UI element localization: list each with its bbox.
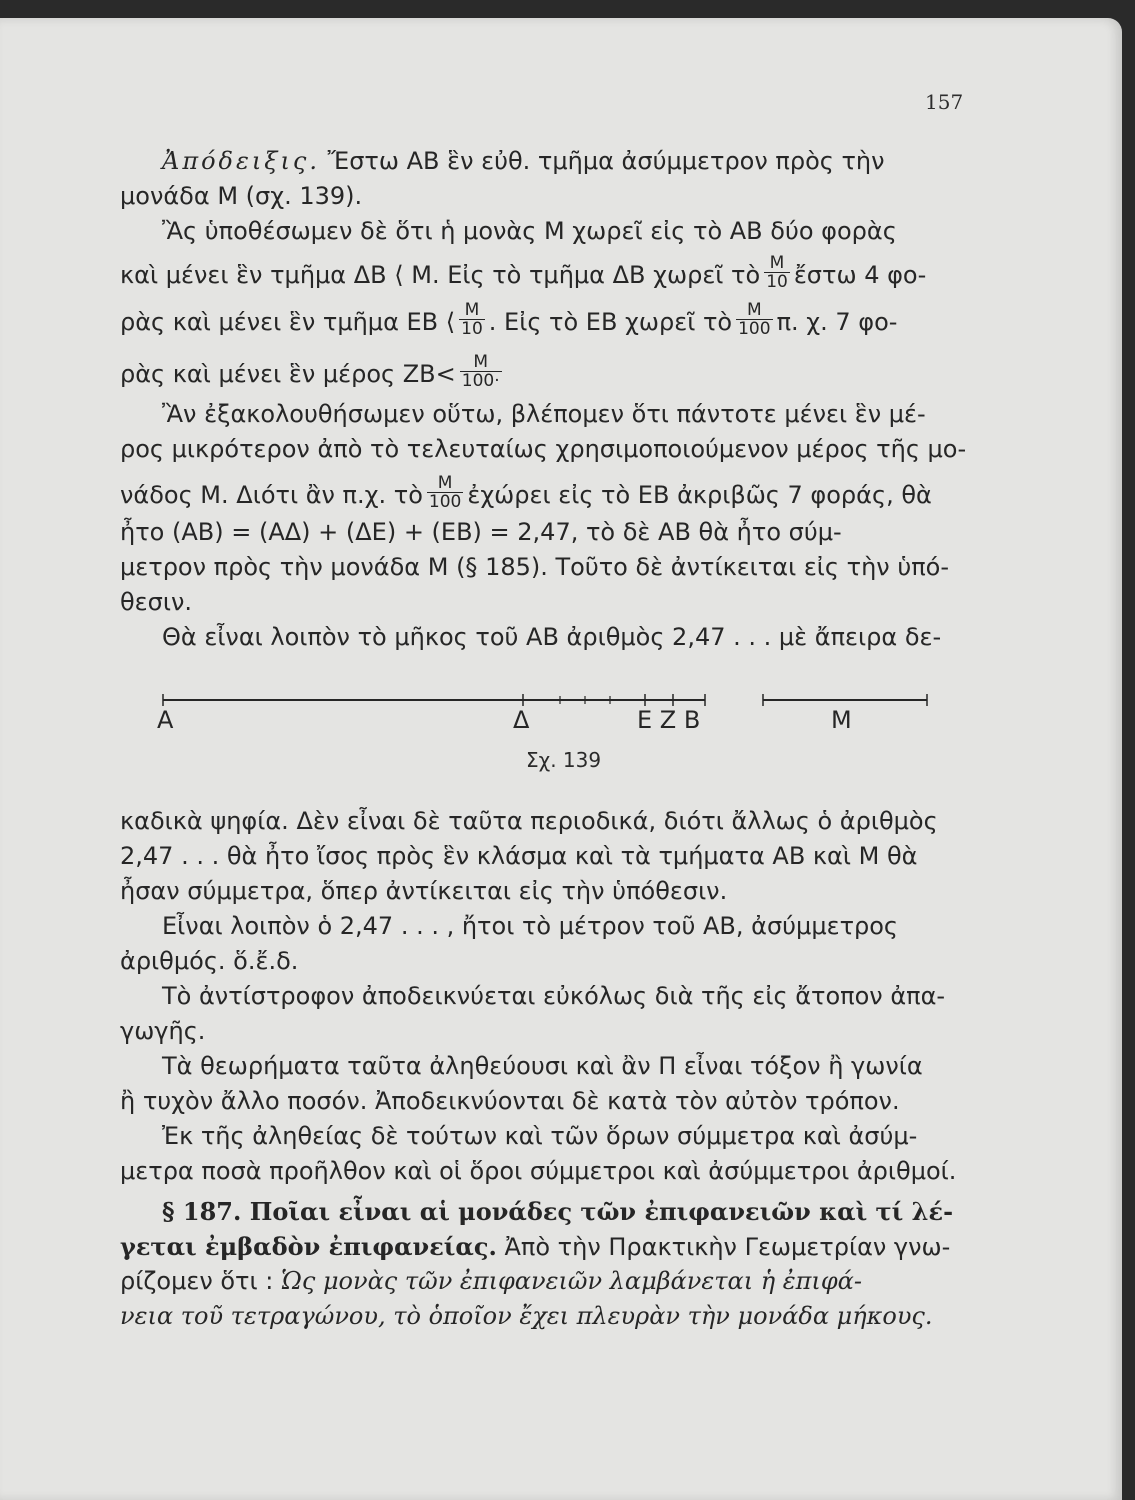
text-line: Ἀπόδειξις. Ἔστω AB ἓν εὐθ. τμῆμα ἀσύμμετρον πρὸς τὴν <box>162 147 885 175</box>
text-line: Τὸ ἀντίστροφον ἀποδεικνύεται εὐκόλως διὰ τῆς εἰς ἄτοπον ἀπα- <box>162 982 946 1010</box>
text-line: 2,47 . . . θὰ ἦτο ἴσος πρὸς ἓν κλάσμα καὶ τὰ τμήματα AB καὶ M θὰ <box>120 842 918 870</box>
fraction-m-100: $\frac{M}{100}$ <box>428 472 462 512</box>
text-line: ἀριθμός. ὅ.ἔ.δ. <box>120 947 299 975</box>
text-line: Ἂν ἐξακολουθήσωμεν οὕτω, βλέπομεν ὅτι πάντοτε μένει ἓν μέ- <box>162 400 926 428</box>
segment-diagram <box>155 690 945 720</box>
page-number: 157 <box>925 90 964 114</box>
fraction-m-100: $\frac{M}{100}$ <box>738 299 771 339</box>
text-line: ἦτο (AB) = (AΔ) + (ΔΕ) + (ΕΒ) = 2,47, τὸ δὲ AB θὰ ἦτο σύμ- <box>120 518 842 546</box>
label-m: M <box>831 706 852 734</box>
fraction-m-10: $\frac{M}{10}$ <box>766 252 788 292</box>
section-heading: § 187. Ποῖαι εἶναι αἱ μονάδες τῶν ἐπιφανειῶν καὶ τί λέ- <box>162 1197 954 1226</box>
text-line: μονάδα M (σχ. 139). <box>120 182 363 210</box>
text-line: Τὰ θεωρήματα ταῦτα ἀληθεύουσι καὶ ἂν Π εἶναι τόξον ἢ γωνία <box>162 1052 923 1080</box>
text-line: νεια τοῦ τετραγώνου, τὸ ὁποῖον ἔχει πλευρὰν τὴν μονάδα μήκους. <box>120 1302 933 1330</box>
section-187-block <box>120 1194 980 1334</box>
text-line: γωγῆς. <box>120 1017 206 1045</box>
label-a: A <box>157 706 174 734</box>
text-line: καὶ μένει ἓν τμῆμα ΔΒ ⟨ M. Εἰς τὸ τμῆμα ΔB χωρεῖ τὸ $\frac{M}{10}$ ἔστω 4 φο- <box>120 252 927 292</box>
text-line: ρὰς καὶ μένει ἓν μέρος ΖΒ< $\frac{M}{100\cdot}$ <box>120 351 500 391</box>
text-line: Εἶναι λοιπὸν ὁ 2,47 . . . , ἤτοι τὸ μέτρον τοῦ AB, ἀσύμμετρος <box>162 912 899 940</box>
text-line: Ἂς ὑποθέσωμεν δὲ ὅτι ἡ μονὰς M χωρεῖ εἰς τὸ AB δύο φορὰς <box>162 217 897 245</box>
figure-caption: Σχ. 139 <box>526 748 602 772</box>
text-line: ρίζομεν ὅτι : Ὡς μονὰς τῶν ἐπιφανειῶν λαμβάνεται ἡ ἐπιφά- <box>120 1267 862 1295</box>
fraction-m-10: $\frac{M}{10}$ <box>461 299 483 339</box>
fraction-m-100: $\frac{M}{100\cdot}$ <box>461 351 500 391</box>
text-line: μετρον πρὸς τὴν μονάδα M (§ 185). Τοῦτο δὲ ἀντίκειται εἰς τὴν ὑπό- <box>120 553 950 581</box>
text-line: νάδος M. Διότι ἂν π.χ. τὸ $\frac{M}{100}$ ἐχώρει εἰς τὸ ΕΒ ἀκριβῶς 7 φοράς, θὰ <box>120 472 932 512</box>
label-delta: Δ <box>513 706 530 734</box>
text-line: Ἐκ τῆς ἀληθείας δὲ τούτων καὶ τῶν ὅρων σύμμετρα καὶ ἀσύμ- <box>162 1122 918 1150</box>
text-line: ἢ τυχὸν ἄλλο ποσόν. Ἀποδεικνύονται δὲ κατὰ τὸν αὐτὸν τρόπον. <box>120 1087 900 1115</box>
text-line: ἦσαν σύμμετρα, ὅπερ ἀντίκειται εἰς τὴν ὑπόθεσιν. <box>120 877 728 905</box>
text-line: καδικὰ ψηφία. Δὲν εἶναι δὲ ταῦτα περιοδικά, διότι ἄλλως ὁ ἀριθμὸς <box>120 807 938 835</box>
text-line: Θὰ εἶναι λοιπὸν τὸ μῆκος τοῦ AB ἀριθμὸς 2,47 . . . μὲ ἄπειρα δε- <box>162 623 942 651</box>
proof-block <box>120 144 980 655</box>
text-line: θεσιν. <box>120 588 193 616</box>
text-line: ρος μικρότερον ἀπὸ τὸ τελευταίως χρησιμοποιούμενον μέρος τῆς μο- <box>120 435 967 463</box>
text-line: μετρα ποσὰ προῆλθον καὶ οἱ ὅροι σύμμετροι καὶ ἀσύμμετροι ἀριθμοί. <box>120 1157 957 1185</box>
proof-heading: Ἀπόδειξις. <box>162 147 320 175</box>
text-line: ρὰς καὶ μένει ἓν τμῆμα ΕΒ ⟨ $\frac{M}{10}$ . Εἰς τὸ ΕΒ χωρεῖ τὸ $\frac{M}{100}$ π. χ. 7 φο- <box>120 299 898 339</box>
label-ezb: E Z B <box>637 706 701 734</box>
conclusion-block <box>120 804 980 1189</box>
text-line: γεται ἐμβαδὸν ἐπιφανείας. Ἀπὸ τὴν Πρακτικὴν Γεωμετρίαν γνω- <box>120 1232 951 1261</box>
